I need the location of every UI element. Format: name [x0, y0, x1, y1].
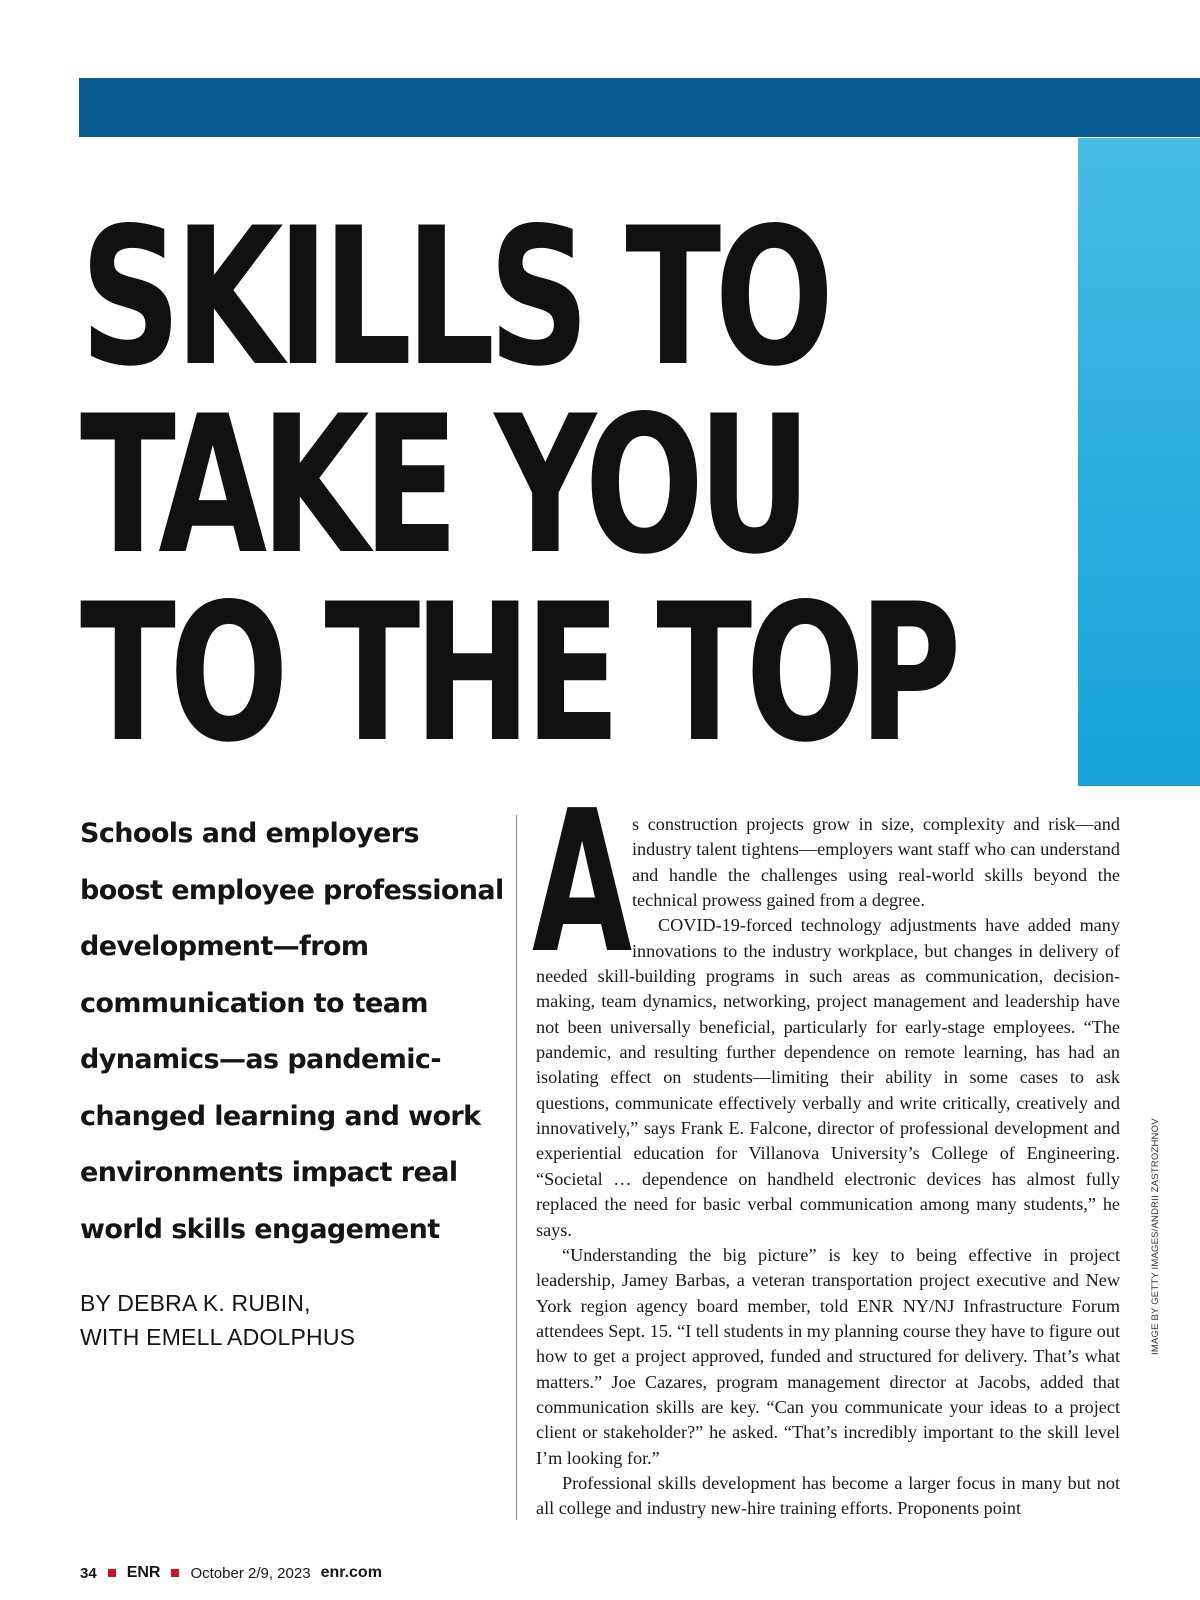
body-paragraph: “Understanding the big picture” is key to being effective in project leadership, Jamey Barbas, a veteran transportation project executive and New York region agency board member, told ENR NY/NJ Infrastructure Forum attendees Sept. 15. “I tell students in my planning course they have to figure out how to get a project approved, funded and structured for delivery. That’s what matters.” Joe Cazares, program management director at Jacobs, added that communication skills are key. “Can you communicate your ideas to a project client or stakeholder?” he asked. “That’s incredibly important to the skill level I’m looking for.” — [536, 1244, 1120, 1468]
side-color-block — [1078, 138, 1200, 786]
byline-line-1: BY DEBRA K. RUBIN, — [80, 1290, 311, 1316]
issue-date: October 2/9, 2023 — [190, 1564, 311, 1582]
header-color-bar — [79, 78, 1200, 137]
red-square-icon — [108, 1569, 116, 1577]
publication-name: ENR — [126, 1564, 161, 1581]
body-paragraph-text: s construction projects grow in size, complexity and risk—and industry talent tightens—employers want staff who can understand and handle the challenges using real-world skills beyond the technical prowess gained from a degree. — [632, 814, 1120, 911]
page-number: 34 — [80, 1564, 97, 1582]
red-square-icon — [171, 1569, 179, 1577]
website-link[interactable]: enr.com — [320, 1564, 382, 1581]
column-divider — [516, 815, 517, 1520]
headline-line-3: TO THE TOP — [80, 563, 955, 784]
image-credit-text: IMAGE BY GETTY IMAGES/ANDRII ZASTROZHNOV — [1150, 1118, 1161, 1355]
page-footer — [80, 1564, 382, 1582]
body-paragraph — [532, 769, 1120, 997]
article-body — [532, 769, 1120, 1522]
deck-subheadline: Schools and employers boost employee professional development—from communication to team dynamics—as pandemic- changed learning and work environments impact real world skills engagement — [80, 818, 504, 1245]
byline-line-2: WITH EMELL ADOLPHUS — [80, 1324, 356, 1350]
headline — [80, 187, 955, 784]
body-paragraph: Professional skills development has become a larger focus in many but not all college and industry new-hire training efforts. Proponents point — [536, 1472, 1120, 1519]
body-paragraph: COVID-19-forced technology adjustments have added many innovations to the industry workplace, but changes in delivery of needed skill-building programs in such areas as communication, decision-making, team dynamics, networking, project management and leadership have not been universally beneficial, particularly for early-stage employees. “The pandemic, and resulting further dependence on remote learning, has had an isolating effect on students—limiting their ability in some cases to ask questions, communicate effectively verbally and write critically, creatively and innovatively,” says Frank E. Falcone, director of professional development and experiential education for Villanova University’s College of Engineering. “Societal … dependence on handheld electronic devices has almost fully replaced the need for basic verbal communication among many students,” he says. — [536, 915, 1120, 1240]
drop-cap: A — [532, 769, 633, 997]
headline-line-1: SKILLS TO — [80, 187, 828, 408]
headline-line-2: TAKE YOU — [80, 375, 805, 596]
byline — [80, 1286, 355, 1354]
